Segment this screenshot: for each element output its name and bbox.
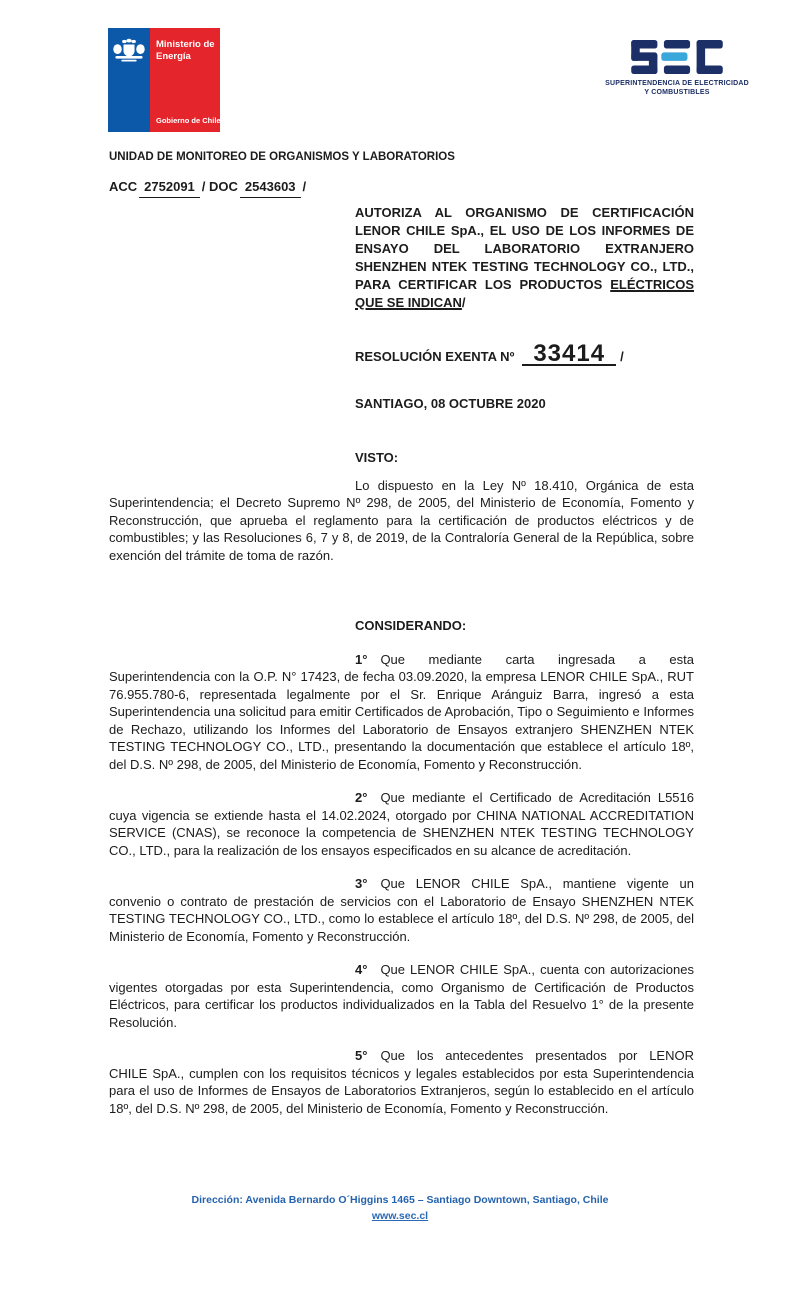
sec-subtitle-line1: SUPERINTENDENCIA DE ELECTRICIDAD [605,80,749,87]
item-text: Que LENOR CHILE SpA., cuenta con autorizaciones vigentes otorgadas por esta Superintendencia, como Organismo de Certificación de Productos Eléctricos, para certificar los productos individualizados en la Tabla del Resuelvo 1° de la presente Resolución. [109,962,694,1030]
resolution-title-underlined: ELÉCTRICOS QUE SE INDICAN [355,277,694,310]
considerando-item-4 [109,961,694,1031]
resolution-number-line [355,340,694,367]
ministry-name-line2: Energía [156,50,191,62]
acc-number: 2752091 [139,177,200,198]
item-number: 2° [355,790,368,805]
considerando-item-5 [109,1047,694,1117]
sec-subtitle-line2: Y COMBUSTIBLES [644,88,710,96]
item-number: 4° [355,962,368,977]
resolution-title-tail: / [461,295,466,310]
item-number: 5° [355,1048,368,1063]
resolution-number-label: RESOLUCIÓN EXENTA Nº [355,349,515,364]
doc-label: / DOC [201,179,238,194]
resolution-title-main: AUTORIZA AL ORGANISMO DE CERTIFICACIÓN LENOR CHILE SpA., EL USO DE LOS INFORMES DE ENSAYO DEL LABORATORIO EXTRANJERO SHENZHEN NTEK TESTING TECHNOLOGY CO., LTD., PARA CERTIFICAR LOS PRODUCTOS [355,205,694,292]
date-line: SANTIAGO, 08 OCTUBRE 2020 [355,395,546,411]
document-reference [109,177,694,198]
item-text: Que LENOR CHILE SpA., mantiene vigente un convenio o contrato de prestación de servicios con el Laboratorio de Ensayo SHENZHEN NTEK TESTING TECHNOLOGY CO., LTD., como lo establece el artículo 18º, del D.S. Nº 298, de 2005, del Ministerio de Economía, Fomento y Reconstrucción. [109,876,694,944]
considerando-item-2 [109,789,694,859]
item-text: Que mediante carta ingresada a esta Superintendencia con la O.P. N° 17423, de fecha 03.09.2020, la empresa LENOR CHILE SpA., RUT 76.955.780-6, representada legalmente por el Sr. Enrique Aránguiz Barra, ingresó a esta Superintendencia una solicitud para emitir Certificados de Aprobación, Tipo o Seguimiento e Informes de Rechazo, utilizando los Informes del Laboratorio de Ensayos extranjero SHENZHEN NTEK TESTING TECHNOLOGY CO., LTD., presentando la documentación que establece el artículo 18º, del D.S. Nº 298, de 2005, del Ministerio de Economía, Fomento y Reconstrucción. [109,651,694,772]
visto-heading: VISTO: [355,450,399,465]
visto-paragraph: Lo dispuesto en la Ley Nº 18.410, Orgánica de esta Superintendencia; el Decreto Supremo Nº 298, de 2005, del Ministerio de Economía, Fomento y Reconstrucción, que aprueba el reglamento para la certificación de productos eléctricos y de combustibles; y las Resoluciones 6, 7 y 8, de 2019, de la Contraloría General de la República, sobre exención del trámite de toma de razón. [109,477,694,563]
resolution-title [355,204,694,312]
unit-title: UNIDAD DE MONITOREO DE ORGANISMOS Y LABORATORIOS [109,151,455,163]
page-footer [0,1192,800,1224]
considerando-item-3 [109,875,694,945]
considerando-item-1 [109,651,694,774]
footer-address: Dirección: Avenida Bernardo O´Higgins 1465 – Santiago Downtown, Santiago, Chile [191,1194,609,1206]
ministry-name-line1: Ministerio de [156,39,215,50]
resolution-number: 33414 [522,345,616,366]
doc-number: 2543603 [240,177,301,198]
item-text: Que los antecedentes presentados por LENOR CHILE SpA., cumplen con los requisitos técnicos y legales establecidos por esta Superintendencia para el uso de Informes de Ensayos de Laboratorios Extranjeros, según lo establecido en el artículo 18º, del D.S. Nº 298, de 2005, del Ministerio de Economía, Fomento y Reconstrucción. [109,1048,694,1116]
item-text: Que mediante el Certificado de Acreditación L5516 cuya vigencia se extiende hasta el 14.02.2024, otorgado por CHINA NATIONAL ACCREDITATION SERVICE (CNAS), se reconoce la competencia de SHENZHEN NTEK TESTING TECHNOLOGY CO., LTD., para la realización de los ensayos especificados en su alcance de acreditación. [109,790,694,858]
item-number: 3° [355,876,368,891]
government-label: Gobierno de Chile [156,116,221,125]
doc-ref-tail: / [302,179,307,194]
footer-website-link[interactable]: www.sec.cl [371,1210,429,1222]
resolution-number-tail: / [620,349,624,364]
item-number: 1° [355,651,368,667]
considerando-heading: CONSIDERANDO: [355,618,467,633]
acc-label: ACC [109,179,138,194]
